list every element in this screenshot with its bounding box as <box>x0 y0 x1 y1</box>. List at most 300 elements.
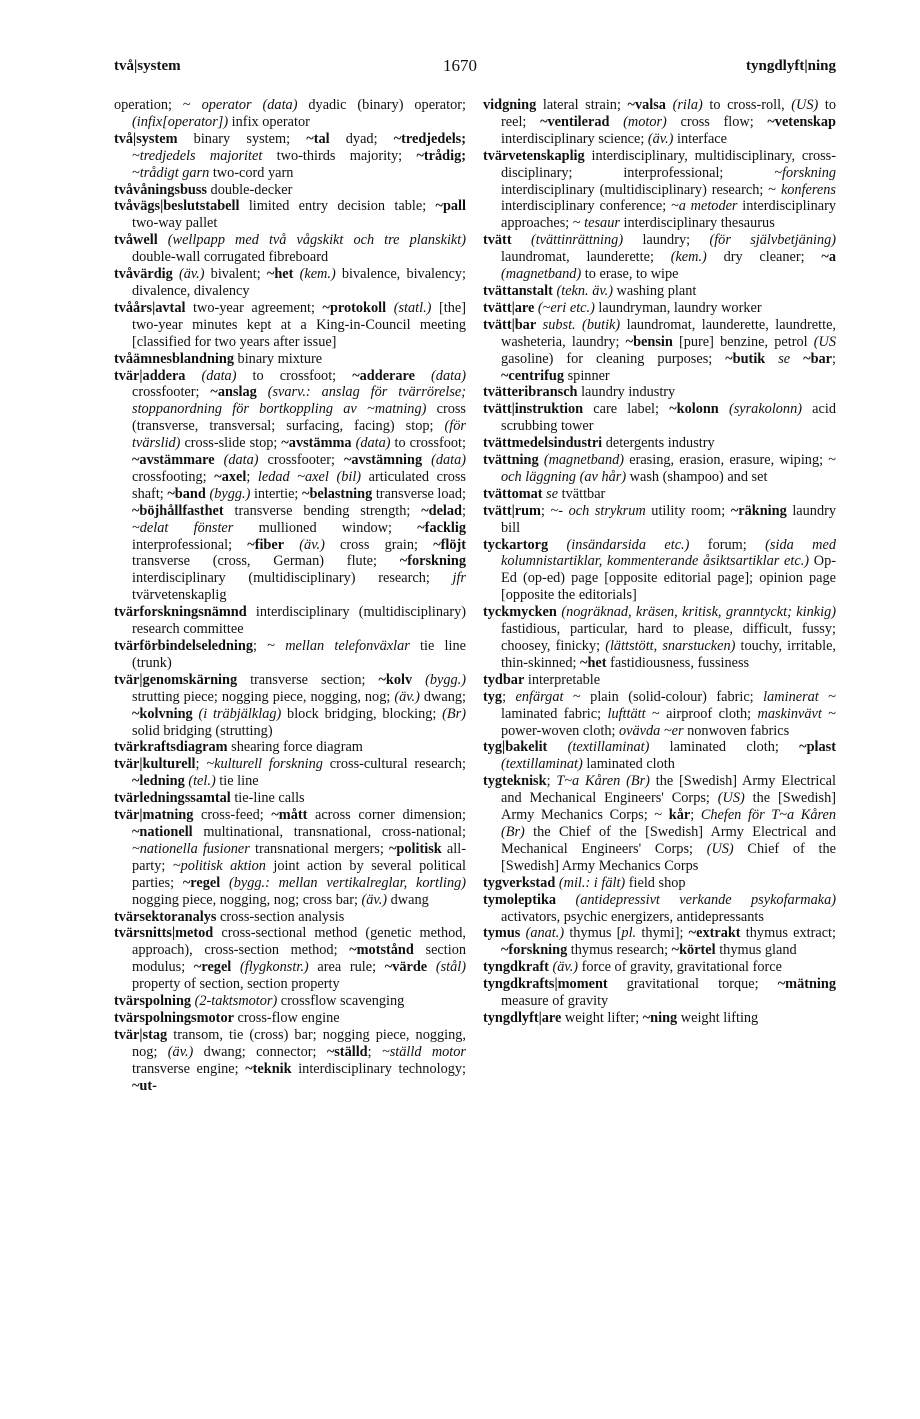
usage-label: (flygkonstr.) <box>239 959 309 976</box>
usage-label: (rila) <box>672 97 703 113</box>
definition-text: transnational mergers; <box>249 840 389 857</box>
headword: ~facklig <box>417 519 466 536</box>
usage-label: (nogräknad, kräsen, kritisk, granntyckt; kinkig) <box>561 604 836 621</box>
usage-label: (mil.: i fält) <box>558 874 626 891</box>
definition-text: touchy, irritable, thin-skinned; <box>501 638 836 671</box>
definition-text: cross-flow engine <box>233 1009 340 1026</box>
definition-text: cross flow; <box>666 113 768 130</box>
definition-text: fastidious, particular, hard to please, difficult, fussy; choosey, finicky; <box>501 621 836 654</box>
definition-text: to reel; <box>501 97 836 130</box>
usage-label: se <box>778 350 791 367</box>
usage-label: pl. <box>621 925 637 942</box>
running-head-right: tyngdlyft|ning <box>746 58 836 74</box>
definition-text: fastidiousness, fussiness <box>606 654 750 671</box>
headword: ~ning <box>642 1009 678 1026</box>
headword: ~tredjedels; <box>393 130 466 147</box>
definition-text: laminated cloth <box>582 756 675 773</box>
usage-label: (antidepressivt verkande psykofarmaka) <box>575 891 836 908</box>
definition-text: thymi]; <box>636 925 689 942</box>
definition-text: interdisciplinary conference; <box>501 198 671 215</box>
dictionary-entry <box>114 131 466 182</box>
headword: ~avstämning <box>343 452 423 469</box>
usage-label: operator (data) <box>201 97 298 113</box>
definition-text: tvättbar <box>558 485 606 502</box>
headword: tydbar <box>483 671 525 688</box>
definition-text: solid bridging (strutting) <box>132 722 273 739</box>
definition-text: ; <box>462 502 466 519</box>
definition-text: utility room; <box>645 502 731 519</box>
definition-text <box>215 452 224 468</box>
definition-text <box>609 114 623 130</box>
usage-label: (äv.) <box>178 266 205 283</box>
dictionary-entry <box>483 537 836 605</box>
definition-text: the [Swedish] Army Electrical and Mechanical Engineers' Corps; <box>501 773 837 807</box>
headword: kår <box>668 807 691 824</box>
headword: tyg|bakelit <box>483 739 548 756</box>
headword: ~a <box>821 249 836 266</box>
definition-text: erasing, erasion, erasure, wiping; ~ <box>624 452 836 469</box>
headword: tvärledningssamtal <box>114 790 231 807</box>
headword: ~körtel <box>671 942 716 959</box>
definition-text: binary system; <box>177 130 307 147</box>
definition-text: tvärvetenskaplig <box>132 587 227 604</box>
definition-text: joint action by several political parties; <box>132 857 466 891</box>
definition-text: forum; <box>689 536 766 553</box>
headword: ~bensin <box>625 333 673 350</box>
definition-text: dwang <box>387 891 429 908</box>
definition-text <box>284 537 299 553</box>
definition-text: to crossfoot; <box>390 435 466 452</box>
definition-text: bivalent; <box>204 266 267 283</box>
headword: ~nationell <box>132 823 193 840</box>
definition-text: transverse bending strength; <box>223 502 422 519</box>
usage-label: (textillaminat) <box>501 756 583 773</box>
dictionary-entry <box>483 689 836 740</box>
definition-text: [the] two-year minutes kept at a King-in-Council meeting [classified for two years after issue] <box>132 299 467 350</box>
usage-label: (motor) <box>623 113 667 130</box>
definition-text: cross grain; <box>324 536 434 553</box>
dictionary-entry <box>114 790 466 807</box>
headword: tvätteribransch <box>483 384 578 401</box>
usage-label: (2-taktsmotor) <box>194 993 278 1010</box>
page-number: 1670 <box>443 56 477 75</box>
usage-label: konferens <box>780 181 836 198</box>
usage-label: (data) <box>431 367 466 384</box>
headword: tyckartorg <box>483 536 549 553</box>
definition-text: measure of gravity <box>501 993 609 1010</box>
headword: ~butik <box>725 350 766 367</box>
dictionary-entry <box>483 435 836 452</box>
definition-text: ; <box>367 1043 382 1060</box>
definition-text: to cross-roll, <box>702 97 792 113</box>
dictionary-entry <box>114 672 466 740</box>
headword: tvåvärdig <box>114 266 173 283</box>
definition-text <box>666 97 673 113</box>
headword: ~ställd <box>326 1043 368 1060</box>
dictionary-entry <box>114 739 466 756</box>
definition-text <box>719 401 729 417</box>
usage-label: (data) <box>431 452 467 469</box>
dictionary-entry <box>483 503 836 537</box>
usage-label: ~tredjedels majoritet <box>132 147 263 164</box>
headword: tvärspolningsmotor <box>114 1009 234 1026</box>
headword: ~teknik <box>245 1060 292 1077</box>
headword: ~belastning <box>302 485 373 502</box>
dictionary-entry <box>114 368 466 605</box>
usage-label: (tel.) <box>188 773 216 790</box>
definition-text: dwang; connector; <box>193 1043 327 1060</box>
usage-label: ~a metoder <box>670 198 738 215</box>
definition-text: thymus extract; <box>740 925 836 942</box>
definition-text: articulated cross shaft; <box>132 468 466 502</box>
dictionary-entry <box>114 1027 466 1095</box>
headword: ~tal <box>306 130 330 147</box>
headword: två|system <box>114 130 178 147</box>
definition-text: the Chief of the [Swedish] Army Electrical and Mechanical Engineers' Corps; <box>501 823 836 857</box>
headword: tvättanstalt <box>483 282 553 299</box>
headword: ~böjhållfasthet <box>132 502 224 519</box>
headword: ~vetenskap <box>767 113 836 130</box>
dictionary-entry <box>483 232 836 283</box>
usage-label: (US) <box>791 97 819 113</box>
dictionary-entry <box>114 300 466 351</box>
dictionary-entry <box>114 351 466 368</box>
headword: ~pall <box>435 198 466 215</box>
usage-label: ~ställd motor <box>381 1043 466 1060</box>
headword: tvätt|bar <box>483 316 537 333</box>
headword: vidgning <box>483 97 537 113</box>
dictionary-entry <box>483 452 836 486</box>
headword: ~avstämmare <box>132 452 215 469</box>
usage-label: (lättstött, snarstucken) <box>605 638 736 654</box>
headword: tyckmycken <box>483 604 557 621</box>
definition-text: cross-slide stop; <box>180 435 282 452</box>
headword: tvättomat <box>483 485 543 502</box>
usage-label: (äv.) <box>167 1043 194 1060</box>
headword: tvåvägs|beslutstabell <box>114 198 240 215</box>
usage-label: se <box>546 485 559 502</box>
definition-text: interdisciplinary science; <box>501 130 648 147</box>
usage-label: (magnetband) <box>501 266 582 283</box>
usage-label: (bygg.) <box>209 485 251 502</box>
dictionary-entry <box>114 756 466 790</box>
definition-text: transverse (cross, German) flute; <box>132 553 400 570</box>
usage-label: laminerat <box>763 688 819 705</box>
definition-text <box>422 452 431 468</box>
usage-label: (äv.) <box>394 688 420 705</box>
definition-text: binary mixture <box>233 350 323 367</box>
definition-text: nonwoven fabrics <box>683 722 790 739</box>
dictionary-entry <box>483 384 836 401</box>
definition-text <box>427 959 436 975</box>
usage-label: (tvättinrättning) <box>530 232 624 249</box>
definition-text: ~ <box>182 97 202 113</box>
headword: ~protokoll <box>322 299 387 316</box>
definition-text: laundromat, launderette, laundrette, washeteria, laundry; <box>501 316 836 350</box>
definition-text: transverse section; <box>237 671 379 688</box>
definition-text: ~ power-woven cloth; <box>501 705 837 739</box>
headword: ~axel <box>214 468 247 485</box>
headword: ~adderare <box>352 367 415 384</box>
dictionary-entry <box>114 182 466 199</box>
headword: ~het <box>266 266 294 283</box>
right-column <box>483 97 836 1027</box>
headword: ~ledning <box>132 773 185 790</box>
headword: ~forskning <box>501 942 568 959</box>
usage-label: (äv.) <box>647 130 674 147</box>
headword: ~trådig; <box>416 147 466 164</box>
dictionary-entry <box>483 486 836 503</box>
usage-label: (stål) <box>435 959 467 976</box>
usage-label: (data) <box>355 435 391 452</box>
definition-text: interdisciplinary (multidisciplinary) research committee <box>132 604 466 638</box>
definition-text: care label; <box>583 401 670 418</box>
definition-text: laundry bill <box>501 502 837 536</box>
usage-label: (US) <box>717 790 745 807</box>
definition-text: multinational, transnational, cross-national; <box>192 823 466 840</box>
usage-label: ~nationella fusioner <box>132 840 250 857</box>
headword: tvärvetenskaplig <box>483 147 585 164</box>
definition-text: two-year agreement; <box>185 299 323 316</box>
definition-text: thymus gland <box>715 942 797 959</box>
definition-text: mullioned window; <box>233 519 418 536</box>
usage-label: och läggning (av hår) <box>501 468 627 485</box>
usage-label: (Br) <box>442 705 466 722</box>
usage-label: (US) <box>706 840 734 857</box>
definition-text: laundry; <box>623 232 710 249</box>
headword: ~mått <box>271 807 308 824</box>
headword: tymus <box>483 925 521 942</box>
headword: tvärförbindelseledning <box>114 638 254 654</box>
usage-label: ~forskning <box>774 164 836 181</box>
dictionary-entry <box>114 1010 466 1027</box>
headword: tyg <box>483 688 503 705</box>
dictionary-entry <box>483 892 836 926</box>
usage-label: (kem.) <box>299 266 336 283</box>
headword: ~kolonn <box>669 401 719 418</box>
definition-text: spinner <box>564 367 610 384</box>
usage-label: (för tvärslid) <box>132 418 466 452</box>
usage-label: (statl.) <box>393 299 432 316</box>
definition-text: laminated cloth; <box>649 739 800 756</box>
headword: ~politisk <box>389 840 442 857</box>
dictionary-entry <box>114 925 466 993</box>
dictionary-entry <box>114 909 466 926</box>
headword: ~delad <box>421 502 463 519</box>
definition-text: ; <box>546 773 557 790</box>
usage-label: maskinvävt <box>757 705 822 722</box>
definition-text: to erase, to wipe <box>581 266 679 283</box>
definition-text: laundryman, laundry worker <box>594 299 762 316</box>
definition-text: two-cord yarn <box>209 164 294 181</box>
usage-label: (sida med kolumnistartiklar, kommenterande åsiktsartiklar etc.) <box>501 536 836 570</box>
dictionary-entry <box>483 672 836 689</box>
usage-label: (kem.) <box>670 249 707 266</box>
definition-text: Op-Ed (op-ed) page [opposite editorial page]; opinion page [opposite the editorials] <box>501 553 836 604</box>
usage-label: (infix[operator]) <box>132 113 229 130</box>
definition-text: interdisciplinary technology; <box>291 1060 466 1077</box>
definition-text: all-party; <box>132 840 466 874</box>
definition-text: tie line <box>215 773 259 790</box>
definition-text: crossflow scavenging <box>277 993 405 1010</box>
headword: ~band <box>167 485 206 502</box>
usage-label: (för självbetjäning) <box>709 232 836 249</box>
definition-text <box>412 672 425 688</box>
definition-text <box>231 959 240 975</box>
definition-text: double-decker <box>206 181 293 198</box>
definition-text: infix operator <box>228 113 310 130</box>
definition-text: activators, psychic energizers, antidepressants <box>501 908 764 925</box>
definition-text: interdisciplinary (multidisciplinary) research; ~ <box>501 181 781 198</box>
usage-label: lufttätt <box>607 705 646 722</box>
usage-label: (data) <box>201 367 237 384</box>
headword: ~motstånd <box>349 942 414 959</box>
headword: ~mätning <box>777 976 836 993</box>
headword: tvåårs|avtal <box>114 299 186 316</box>
usage-label: (bygg.: mellan vertikalreglar, kortling) <box>228 874 467 891</box>
usage-label: mellan telefonväxlar <box>285 638 410 654</box>
definition-text: cross (transverse, transversal; surfacing, facing) stop; <box>132 401 466 435</box>
running-head-left: två|system <box>114 58 181 74</box>
headword: ~flöjt <box>433 536 467 553</box>
definition-text: washing plant <box>612 282 697 299</box>
headword: ~anslag <box>210 384 257 401</box>
headword: tvättmedelsindustri <box>483 435 603 452</box>
headword: tyngdkrafts|moment <box>483 976 608 993</box>
definition-text: ; ~- <box>540 502 569 519</box>
definition-text: interpretable <box>524 671 601 688</box>
usage-label: (US <box>813 333 836 350</box>
usage-label: (textillaminat) <box>567 739 650 756</box>
headword: tvättning <box>483 452 539 469</box>
definition-text: ~ plain (solid-colour) fabric; <box>563 688 764 705</box>
dictionary-entry <box>483 148 836 233</box>
headword: tvärsnitts|metod <box>114 925 214 942</box>
headword: ~bar <box>803 350 833 367</box>
definition-text <box>548 537 566 553</box>
definition-text: limited entry decision table; <box>239 198 436 215</box>
definition-text: crossfooter; <box>132 384 211 401</box>
usage-label: och strykrum <box>568 502 646 519</box>
definition-text: ; <box>832 350 837 367</box>
headword: tyngdlyft|are <box>483 1009 562 1026</box>
definition-text: block bridging, blocking; <box>281 705 443 722</box>
usage-label: ~delat fönster <box>132 519 234 536</box>
definition-text: interdisciplinary, multidisciplinary, cross-disciplinary; interprofessional; <box>501 147 836 181</box>
dictionary-entry <box>114 993 466 1010</box>
dictionary-entry <box>483 925 836 959</box>
headword: tvåämnesblandning <box>114 350 234 367</box>
headword: tvätt|are <box>483 299 535 316</box>
headword: ~het <box>580 654 607 671</box>
headword: tvätt|instruktion <box>483 401 584 418</box>
definition-text: ; <box>195 756 207 773</box>
definition-text <box>765 351 778 367</box>
usage-label: (data) <box>223 452 259 469</box>
definition-text <box>790 351 803 367</box>
definition-text: shearing force diagram <box>227 739 363 756</box>
definition-text <box>386 300 394 316</box>
definition-text: wash (shampoo) and set <box>626 468 768 485</box>
headword: ~forskning <box>399 553 466 570</box>
definition-text: strutting piece; nogging piece, nogging, nog; <box>132 688 395 705</box>
dictionary-entry <box>483 300 836 317</box>
usage-label: Chefen för T~a Kåren (Br) <box>501 807 837 840</box>
dictionary-entry <box>483 317 836 385</box>
definition-text: lateral strain; <box>536 97 628 113</box>
headword: tvär|addera <box>114 367 186 384</box>
definition-text: laundry industry <box>577 384 676 401</box>
definition-text <box>220 875 229 891</box>
definition-text: force of gravity, gravitational force <box>578 959 782 976</box>
definition-text: crossfooter; <box>258 452 344 469</box>
definition-text: dyad; <box>329 130 394 147</box>
definition-text: interprofessional; <box>132 536 248 553</box>
dictionary-entry <box>483 976 836 1010</box>
headword: ~valsa <box>627 97 666 113</box>
usage-label: ~trådigt garn <box>132 164 210 181</box>
usage-label: ~politisk aktion <box>172 857 266 874</box>
headword: tygteknisk <box>483 773 547 790</box>
definition-text <box>158 232 168 248</box>
definition-text: to crossfoot; <box>236 367 353 384</box>
dictionary-entry <box>114 97 466 131</box>
definition-text: Chief of the [Swedish] Army Mechanics Corps <box>501 840 836 874</box>
headword: tymoleptika <box>483 891 557 908</box>
definition-text: ~ laminated fabric; <box>501 688 836 722</box>
dictionary-entry <box>114 604 466 638</box>
usage-label: (äv.) <box>361 891 388 908</box>
definition-text: crossfooting; <box>132 468 215 485</box>
definition-text: thymus [ <box>564 925 622 942</box>
definition-text: laundromat, launderette; <box>501 249 671 266</box>
dictionary-entry <box>114 638 466 672</box>
definition-text <box>185 368 201 384</box>
dictionary-entry <box>483 773 836 874</box>
definition-text: two-thirds majority; <box>262 147 417 164</box>
definition-text: acid scrubbing tower <box>501 401 836 435</box>
headword: tvär|genomskärning <box>114 671 238 688</box>
definition-text: ; ~ <box>253 638 286 654</box>
usage-label: (magnetband) <box>543 452 625 469</box>
definition-text: tie line (trunk) <box>132 638 466 671</box>
definition-text: ; <box>690 807 701 824</box>
definition-text: interdisciplinary (multidisciplinary) research; <box>132 570 453 587</box>
headword: ~plast <box>799 739 836 756</box>
usage-label: subst. (butik) <box>542 316 621 333</box>
definition-text: cross-cultural research; <box>322 756 467 773</box>
headword: tvätt|rum <box>483 502 541 519</box>
definition-text <box>556 892 575 908</box>
headword: ~ut- <box>132 1077 157 1094</box>
dictionary-entry <box>114 198 466 232</box>
headword: ~räkning <box>730 502 787 519</box>
headword: tvärkraftsdiagram <box>114 739 228 756</box>
definition-text: section modulus; <box>132 942 466 976</box>
definition-text <box>547 739 567 755</box>
headword: tvär|matning <box>114 807 194 824</box>
dictionary-entry <box>114 232 466 266</box>
headword: ~extrakt <box>688 925 741 942</box>
definition-text: cross-sectional method (genetic method, approach), cross-section method; <box>132 925 466 959</box>
definition-text: field shop <box>625 874 686 891</box>
dictionary-entry <box>483 875 836 892</box>
headword: ~kolvning <box>132 705 193 722</box>
definition-text: ; <box>246 468 258 485</box>
definition-text: area rule; <box>308 959 385 976</box>
definition-text: dwang; <box>419 688 466 705</box>
usage-label: (anat.) <box>525 925 565 942</box>
